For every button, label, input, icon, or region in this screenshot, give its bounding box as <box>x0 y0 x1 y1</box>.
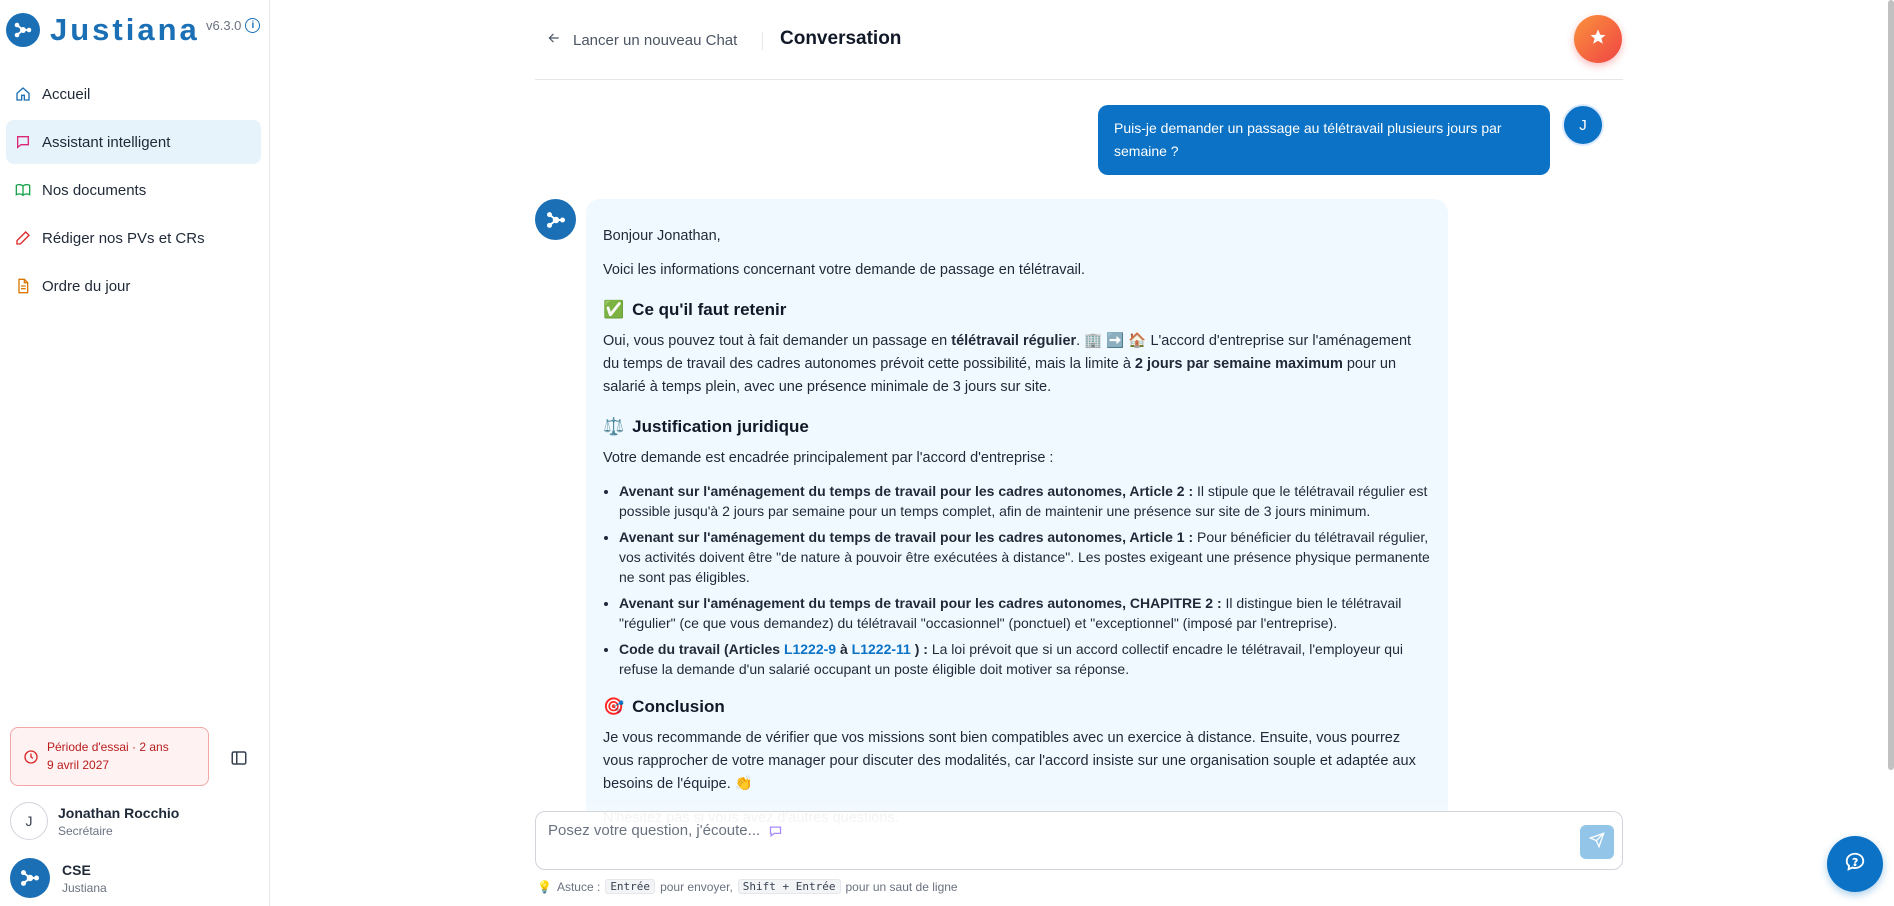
user-name: Jonathan Rocchio <box>58 804 180 821</box>
sidebar-item-label: Ordre du jour <box>42 277 131 295</box>
speech-bubble-icon <box>768 824 783 844</box>
star-icon <box>1589 28 1607 51</box>
sidebar-item-assistant[interactable] <box>6 120 261 164</box>
intro-text: Voici les informations concernant votre demande de passage en télétravail. <box>603 262 1086 278</box>
sidebar <box>0 0 270 906</box>
sidebar-item-ordre-du-jour[interactable] <box>6 264 261 308</box>
help-button[interactable] <box>1827 836 1883 892</box>
sidebar-nav <box>6 72 261 312</box>
greeting: Bonjour Jonathan, <box>603 228 721 244</box>
legal-intro: Votre demande est encadrée principalement par l'accord d'entreprise : <box>603 450 1054 466</box>
send-button[interactable] <box>1580 825 1614 859</box>
tip-text: pour un saut de ligne <box>845 879 958 894</box>
sidebar-item-label: Rédiger nos PVs et CRs <box>42 229 205 247</box>
page-title: Conversation <box>780 28 902 49</box>
law-link-l1222-9[interactable]: L1222-9 <box>783 641 837 657</box>
lightbulb-icon: 💡 <box>537 879 552 894</box>
chat-input[interactable] <box>548 822 948 839</box>
user-profile[interactable] <box>10 802 179 840</box>
section-heading <box>603 695 1430 718</box>
book-icon <box>14 181 32 199</box>
send-icon <box>1589 832 1605 853</box>
user-message: Puis-je demander un passage au télétravail plusieurs jours par semaine ? <box>1098 105 1550 175</box>
sidebar-item-pvs[interactable] <box>6 216 261 260</box>
sidebar-item-label: Nos documents <box>42 181 147 199</box>
message-composer <box>535 811 1623 870</box>
conclusion-text: Je vous recommande de vérifier que vos missions sont bien compatibles avec un exercice à distance. Ensuite, vous pourrez vous rapprocher de votre manager pour discuter des modalités, car l'accord insiste sur une organisation souple et adaptée aux besoins de l'équipe. 👏 <box>603 730 1416 792</box>
avatar: J <box>10 802 48 840</box>
info-icon[interactable]: i <box>245 18 260 33</box>
list-item: • Avenant sur l'aménagement du temps de travail pour les cadres autonomes, CHAPITRE 2 : Il distingue bien le télétravail "régulier" (ce que vous demandez) du télétravail "occasionnel" (ponctuel) et "exceptionnel" (imposé par l'entreprise). <box>619 593 1430 633</box>
section-heading <box>603 415 1430 438</box>
sidebar-item-label: Accueil <box>42 85 91 103</box>
org-switcher[interactable] <box>10 858 107 898</box>
law-link-l1222-11[interactable]: L1222-11 <box>851 641 911 657</box>
user-role: Secrétaire <box>58 823 113 838</box>
avatar: J <box>1562 104 1604 146</box>
clock-icon <box>23 749 39 770</box>
help-chat-icon <box>1844 851 1866 878</box>
chat-icon <box>14 133 32 151</box>
section-title: Ce qu'il faut retenir <box>632 300 787 319</box>
chat-header <box>535 20 1623 80</box>
assistant-message <box>586 199 1448 839</box>
list-item: • Avenant sur l'aménagement du temps de travail pour les cadres autonomes, Article 1 : Pour bénéficier du télétravail régulier, vos activités doivent être "de nature à pouvoir être exécutées à distance". Les postes exigeant une présence physique permanente ne sont pas éligibles. <box>619 527 1430 587</box>
sidebar-item-accueil[interactable] <box>6 72 261 116</box>
keyboard-tip <box>537 879 958 894</box>
header-divider <box>762 32 763 50</box>
version-info[interactable] <box>206 18 260 33</box>
arrow-left-icon <box>547 31 561 49</box>
org-name: CSE <box>62 861 91 878</box>
brand-name: Justiana <box>50 12 200 47</box>
summary-paragraph: Oui, vous pouvez tout à fait demander un passage en télétravail régulier. 🏢 ➡️ 🏠 L'accord d'entreprise sur l'aménagement du temps de travail des cadres autonomes prévoit cette possibilité, mais la limite à 2 jours par semaine maximum pour un salarié à temps plein, avec une présence minimale de 3 jours sur site. <box>603 333 1412 395</box>
brand[interactable] <box>6 10 200 50</box>
tip-text: pour envoyer, <box>660 879 733 894</box>
assistant-avatar-icon <box>535 199 576 240</box>
sidebar-item-documents[interactable] <box>6 168 261 212</box>
check-icon: ✅ <box>603 300 625 319</box>
sidebar-item-label: Assistant intelligent <box>42 133 171 151</box>
scrollbar[interactable] <box>1888 0 1894 770</box>
new-chat-label: Lancer un nouveau Chat <box>573 31 738 49</box>
tip-prefix: Astuce : <box>556 879 601 894</box>
org-logo-icon <box>10 858 50 898</box>
trial-title: Période d'essai · 2 ans <box>47 740 169 754</box>
list-item: • Avenant sur l'aménagement du temps de travail pour les cadres autonomes, Article 2 : Il stipule que le télétravail régulier est possible jusqu'à 2 jours par semaine pour un temps complet, afin de maintenir une présence sur site de 3 jours minimum. <box>619 481 1430 521</box>
section-heading <box>603 298 1430 321</box>
kbd-shift-enter: Shift + Entrée <box>738 879 841 894</box>
org-subtitle: Justiana <box>62 880 107 895</box>
section-title: Justification juridique <box>632 417 809 436</box>
scales-icon: ⚖️ <box>603 417 625 436</box>
kbd-enter: Entrée <box>605 879 655 894</box>
brand-logo-icon <box>6 13 40 47</box>
pen-icon <box>14 229 32 247</box>
section-title: Conclusion <box>632 697 725 716</box>
list-item: • Code du travail (Articles L1222-9 à L1222-11 ) : La loi prévoit que si un accord collectif encadre le télétravail, l'employeur qui refuse la demande d'un salarié occupant un poste éligible doit motiver sa réponse. <box>619 639 1430 679</box>
new-chat-link[interactable] <box>547 31 737 49</box>
legal-list <box>619 481 1430 679</box>
target-icon: 🎯 <box>603 697 625 716</box>
trial-date: 9 avril 2027 <box>47 758 110 772</box>
favorite-button[interactable] <box>1574 15 1622 63</box>
sidebar-toggle-icon[interactable] <box>230 749 248 772</box>
version-label: v6.3.0 <box>206 18 242 33</box>
home-icon <box>14 85 32 103</box>
document-icon <box>14 277 32 295</box>
trial-badge[interactable] <box>10 727 209 786</box>
